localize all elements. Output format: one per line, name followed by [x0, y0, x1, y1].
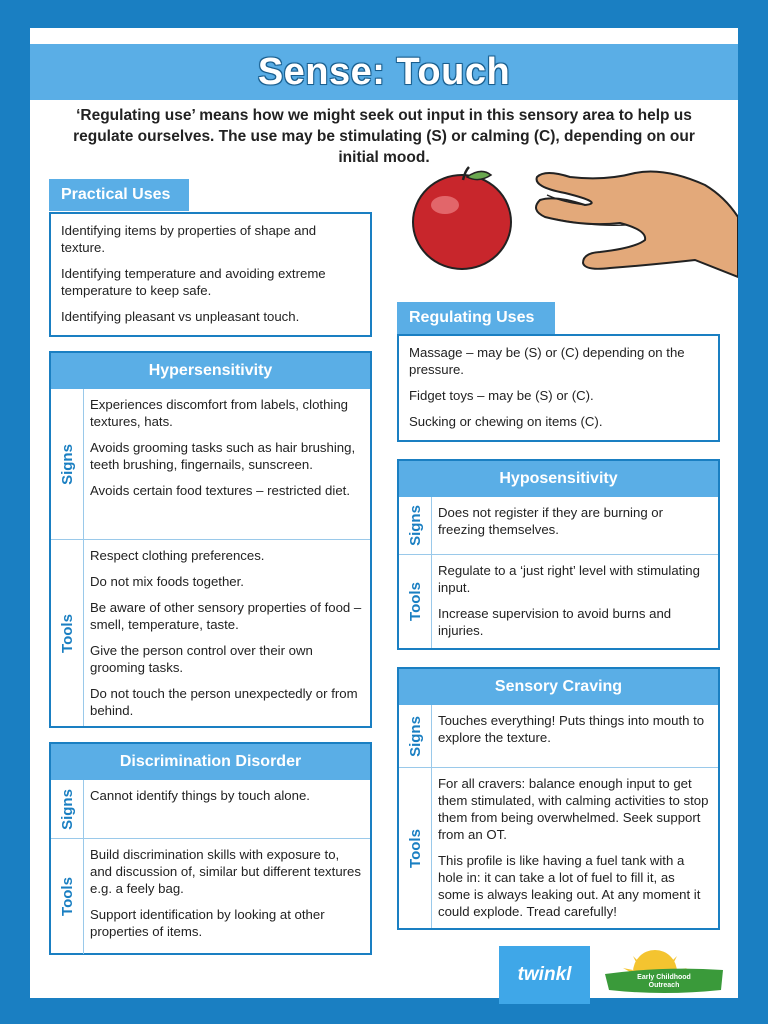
list-item: Sucking or chewing on items (C).	[409, 414, 603, 429]
tools-row	[399, 767, 718, 928]
list-item: Touches everything! Puts things into mouth to explore the texture.	[438, 713, 705, 745]
list-item: Identifying temperature and avoiding extreme temperature to keep safe.	[61, 266, 326, 298]
list-item: Massage – may be (S) or (C) depending on the pressure.	[409, 345, 685, 377]
signs-label: Signs	[406, 505, 424, 546]
list-item: Regulate to a ‘just right’ level with stimulating input.	[438, 563, 700, 595]
hyposensitivity-heading: Hyposensitivity	[399, 461, 718, 497]
hyposensitivity-panel	[397, 459, 720, 650]
list-item: Build discrimination skills with exposure to, and discussion of, similar but different textures e.g. a feely bag.	[90, 847, 361, 896]
page-title: Sense: Touch	[257, 51, 511, 93]
signs-label: Signs	[58, 443, 76, 485]
intro-text: ‘Regulating use’ means how we might seek out input in this sensory area to help us regulate ourselves. The use may be stimulating (S) or calming (C), depending on our initial mood.	[73, 107, 695, 166]
list-item: Be aware of other sensory properties of food – smell, temperature, taste.	[90, 600, 362, 632]
practical-uses-heading: Practical Uses	[49, 179, 189, 211]
list-item: Avoids grooming tasks such as hair brushing, teeth brushing, fingernails, sunscreen.	[90, 440, 356, 472]
signs-row	[51, 389, 370, 539]
discrimination-disorder-heading: Discrimination Disorder	[51, 744, 370, 780]
tools-label: Tools	[406, 582, 424, 621]
list-item: Avoids certain food textures – restricted diet.	[90, 483, 350, 498]
eco-logo-line1: Early Childhood	[637, 974, 691, 981]
list-item: Cannot identify things by touch alone.	[90, 788, 310, 803]
signs-row	[51, 780, 370, 838]
sensory-craving-panel	[397, 667, 720, 930]
list-item: Support identification by looking at other properties of items.	[90, 907, 325, 939]
tools-label: Tools	[58, 613, 76, 653]
regulating-uses-box	[397, 334, 720, 442]
list-item: Respect clothing preferences.	[90, 548, 265, 563]
signs-row	[399, 705, 718, 767]
list-item: Identifying items by properties of shape and texture.	[61, 223, 317, 255]
apple-image	[413, 167, 511, 269]
tools-label: Tools	[406, 828, 424, 868]
twinkl-logo-text: twinkl	[517, 964, 572, 985]
tools-row	[399, 554, 718, 648]
list-item: For all cravers: balance enough input to get them stimulated, with calming activities to stop them from being overwhelmed. Seek support from an OT.	[438, 776, 709, 842]
regulating-uses-heading: Regulating Uses	[397, 302, 555, 334]
hypersensitivity-heading: Hypersensitivity	[51, 353, 370, 389]
list-item: Fidget toys – may be (S) or (C).	[409, 388, 594, 403]
discrimination-disorder-panel	[49, 742, 372, 955]
signs-row	[399, 497, 718, 554]
tools-label: Tools	[58, 877, 76, 916]
list-item: Experiences discomfort from labels, clothing textures, hats.	[90, 397, 348, 429]
hand-image	[536, 172, 738, 278]
list-item: Do not mix foods together.	[90, 574, 244, 589]
sensory-craving-heading: Sensory Craving	[399, 669, 718, 705]
hypersensitivity-panel	[49, 351, 372, 728]
twinkl-logo	[499, 946, 590, 1004]
list-item: Does not register if they are burning or freezing themselves.	[438, 505, 664, 537]
title-bar	[30, 44, 738, 100]
signs-label: Signs	[58, 788, 76, 830]
list-item: Give the person control over their own grooming tasks.	[90, 643, 313, 675]
eco-logo-line2: Outreach	[648, 982, 680, 989]
early-childhood-outreach-logo	[603, 950, 725, 998]
signs-label: Signs	[406, 715, 424, 757]
list-item: Increase supervision to avoid burns and injuries.	[438, 606, 672, 638]
tools-row	[51, 838, 370, 954]
list-item: Do not touch the person unexpectedly or from behind.	[90, 686, 358, 718]
tools-row	[51, 539, 370, 726]
list-item: This profile is like having a fuel tank with a hole in: it can take a lot of fuel to fill it, as some is always leaking out. At any moment it could explode. Tread carefully!	[438, 853, 701, 919]
list-item: Identifying pleasant vs unpleasant touch.	[61, 309, 300, 324]
practical-uses-box	[49, 212, 372, 337]
